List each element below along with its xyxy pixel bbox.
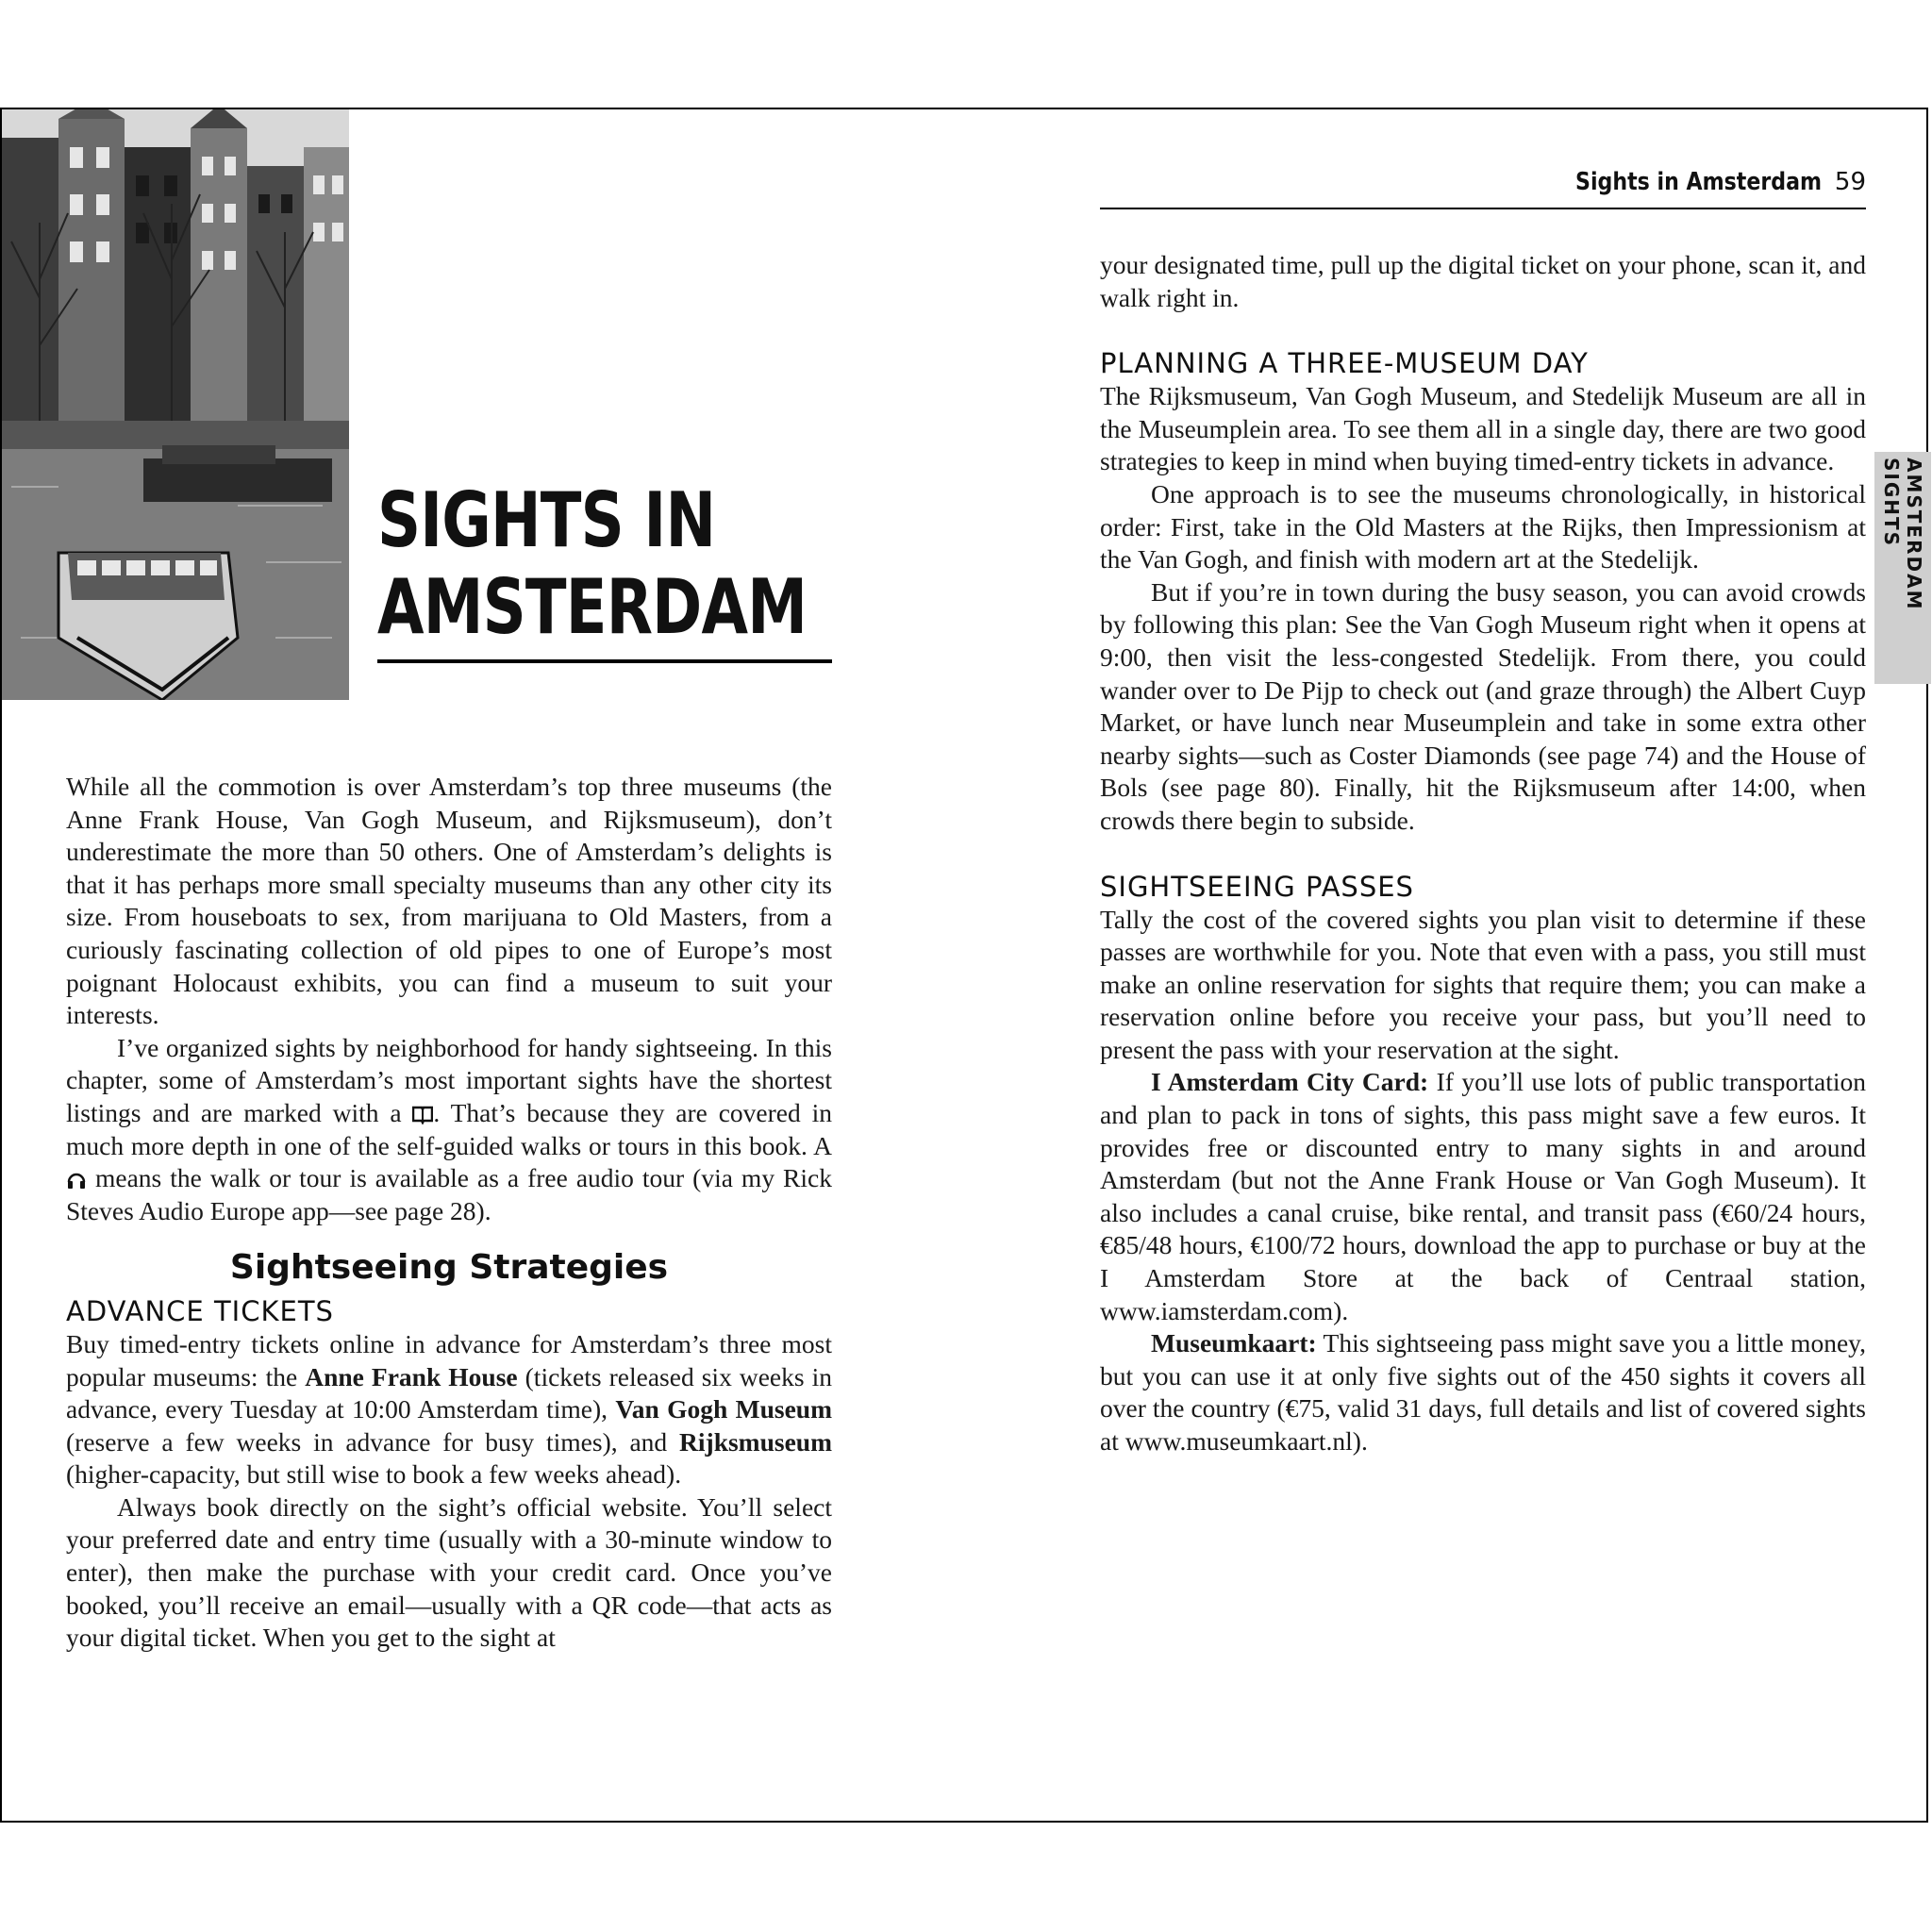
anne-frank-house-bold: Anne Frank House (305, 1361, 518, 1391)
intro-paragraph-1: While all the commotion is over Amsterdam’s top three museums (the Anne Frank House, Van Gogh Museum, and Rijksmuseum), don’t underestimate the more than 50 others. One of Amsterdam’s delights is that it has perhaps more small specialty museums than any other city its size. From houseboats to sex, from marijuana to Old Masters, from a curiously fascinating collection of old pipes to one of Europe’s most poignant Holocaust exhibits, you can find a museum to suit your interests. (66, 772, 832, 1030)
page-number: 59 (1834, 168, 1866, 196)
advance-paragraph-1 (66, 1328, 832, 1491)
advance-p1-g: (higher-capacity, but still wise to book a few weeks ahead). (66, 1459, 682, 1490)
advance-p1-e: (reserve a few weeks in advance for busy times), and (66, 1426, 680, 1457)
intro-p2-text-b: . That’s because they are covered in much more depth in one of the self-guided walks or tours in this book. A (66, 1097, 832, 1160)
planning-paragraph-2: One approach is to see the museums chronologically, in historical order: First, take in the Old Masters at the Rijks, then Impressionism at the Van Gogh, and finish with modern art at the Stedelijk. (1100, 478, 1866, 575)
section-heading-strategies: Sightseeing Strategies (229, 1248, 669, 1288)
museumkaart-label: Museumkaart: (1151, 1328, 1317, 1358)
city-card-text: If you’ll use lots of public transportation and plan to pack in tons of sights, this pass might save a few euros. It provides free or discounted entry to many sights in and around Amsterdam (but not the Anne Frank House or Van Gogh Museum). It also includes a canal cruise, bike rental, and transit pass (€60/24 hours, €85/48 hours, €100/72 hours, download the app to purchase or buy at the I Amsterdam Store at the back of Centraal station, www.iamsterdam.com). (1100, 1067, 1867, 1325)
subheading-planning: PLANNING A THREE-MUSEUM DAY (1100, 347, 1589, 380)
planning-paragraph-1: The Rijksmuseum, Van Gogh Museum, and Stedelijk Museum are all in the Museumplein area. To see them all in a single day, there are two good strategies to keep in mind when buying timed-entry tickets in advance. (1100, 381, 1866, 476)
city-card-label: I Amsterdam City Card: (1151, 1067, 1429, 1097)
chapter-title (377, 476, 808, 651)
subheading-passes: SIGHTSEEING PASSES (1100, 870, 1414, 903)
chapter-title-line2: AMSTERDAM (377, 563, 808, 651)
advance-p1-c: (tickets released six weeks in advance, every Tuesday at 10:00 Amsterdam time), (66, 1361, 832, 1424)
van-gogh-museum-bold: Van Gogh Museum (615, 1394, 832, 1424)
museumkaart-text: This sightseeing pass might save you a little money, but you can use it at only five sights out of the 450 sights it covers all over the country (€75, valid 31 days, full details and list of covered sights at www.museumkaart.nl). (1100, 1328, 1866, 1456)
continued-paragraph: your designated time, pull up the digital ticket on your phone, scan it, and walk right in. (1100, 250, 1866, 312)
title-underline (377, 659, 832, 663)
running-head-rule (1100, 208, 1866, 209)
intro-paragraph-2 (66, 1032, 832, 1228)
planning-paragraph-3: But if you’re in town during the busy season, you can avoid crowds by following this plan: See the Van Gogh Museum right when it opens at 9:00, then visit the less-congested Stedelijk. From there, you could wander over to De Pijp to check out (and graze through) the Albert Cuyp Market, or have lunch near Museumplein and take in some extra other nearby sights—such as Coster Diamonds (see page 74) and the House of Bols (see page 80). Finally, hit the Rijksmuseum after 14:00, when crowds there begin to subside. (1100, 576, 1866, 835)
side-tab-label: AMSTERDAM SIGHTS (1874, 452, 1931, 684)
canal-boat-photo (2, 109, 349, 700)
spacer (1100, 838, 1866, 870)
advance-p1-a: Buy timed-entry tickets online in advance for Amsterdam’s three most popular museums: the (66, 1328, 832, 1391)
museumkaart-paragraph (1100, 1327, 1866, 1457)
left-column (66, 771, 832, 1655)
running-head (1100, 168, 1866, 196)
running-head-title: Sights in Amsterdam (1574, 168, 1822, 196)
intro-p2-text-c: means the walk or tour is available as a free audio tour (via my Rick Steves Audio Europe app—see page 28). (66, 1163, 832, 1225)
rijksmuseum-bold: Rijksmuseum (679, 1426, 832, 1457)
city-card-paragraph (1100, 1066, 1866, 1327)
book-icon (412, 1104, 433, 1124)
advance-paragraph-2: Always book directly on the sight’s official website. You’ll select your preferred date and entry time (usually with a 30-minute window to enter), then make the purchase with your credit card. Once you’ve booked, you’ll receive an email—usually with a QR code—that acts as your digital ticket. When you get to the sight at (66, 1491, 832, 1653)
chapter-title-line1: SIGHTS IN (377, 476, 716, 564)
spacer (1100, 314, 1866, 346)
headphones-icon (66, 1169, 87, 1190)
intro-p2-text-a: I’ve organized sights by neighborhood for handy sightseeing. In this chapter, some of Amsterdam’s most important sights have the shortest listings and are marked with a (66, 1032, 832, 1127)
passes-paragraph-1: Tally the cost of the covered sights you plan visit to determine if these passes are worthwhile for you. Note that even with a pass, you still must make an online reservation for sights that require them; you can make a reservation online before you receive your pass, but you’ll need to present the pass with your reservation at the sight. (1100, 904, 1866, 1064)
side-thumb-tab (1880, 448, 1925, 684)
right-column (1100, 249, 1866, 1458)
subheading-advance-tickets: ADVANCE TICKETS (66, 1294, 334, 1327)
